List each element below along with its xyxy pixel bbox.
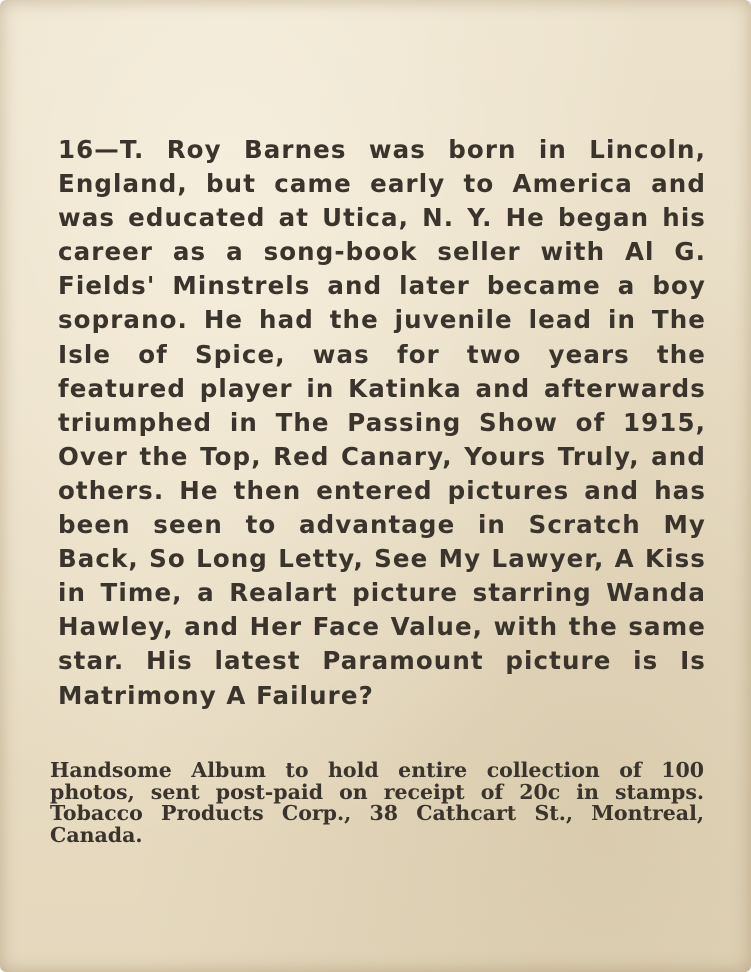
biography-text: 16—T. Roy Barnes was born in Lincoln, England, but came early to America and was educated at Utica, N. Y. He began his career as a song-book seller with Al G. Fields' Minstrels and later became a boy soprano. He had the juvenile lead in The Isle of Spice, was for two years the featured player in Katinka and afterwards triumphed in The Passing Show of 1915, Over the Top, Red Canary, Yours Truly, and others. He then entered pictures and has been seen to advantage in Scratch My Back, So Long Letty, See My Lawyer, A Kiss in Time, a Realart picture starring Wanda Hawley, and Her Face Value, with the same star. His latest Paramount picture is Is Matrimony A Failure? [58,135,706,710]
album-offer-text: Handsome Album to hold entire collection of 100 photos, sent post-paid on receipt of 20c in stamps. Tobacco Products Corp., 38 Cathcart St., Montreal, Canada. [50,758,704,847]
